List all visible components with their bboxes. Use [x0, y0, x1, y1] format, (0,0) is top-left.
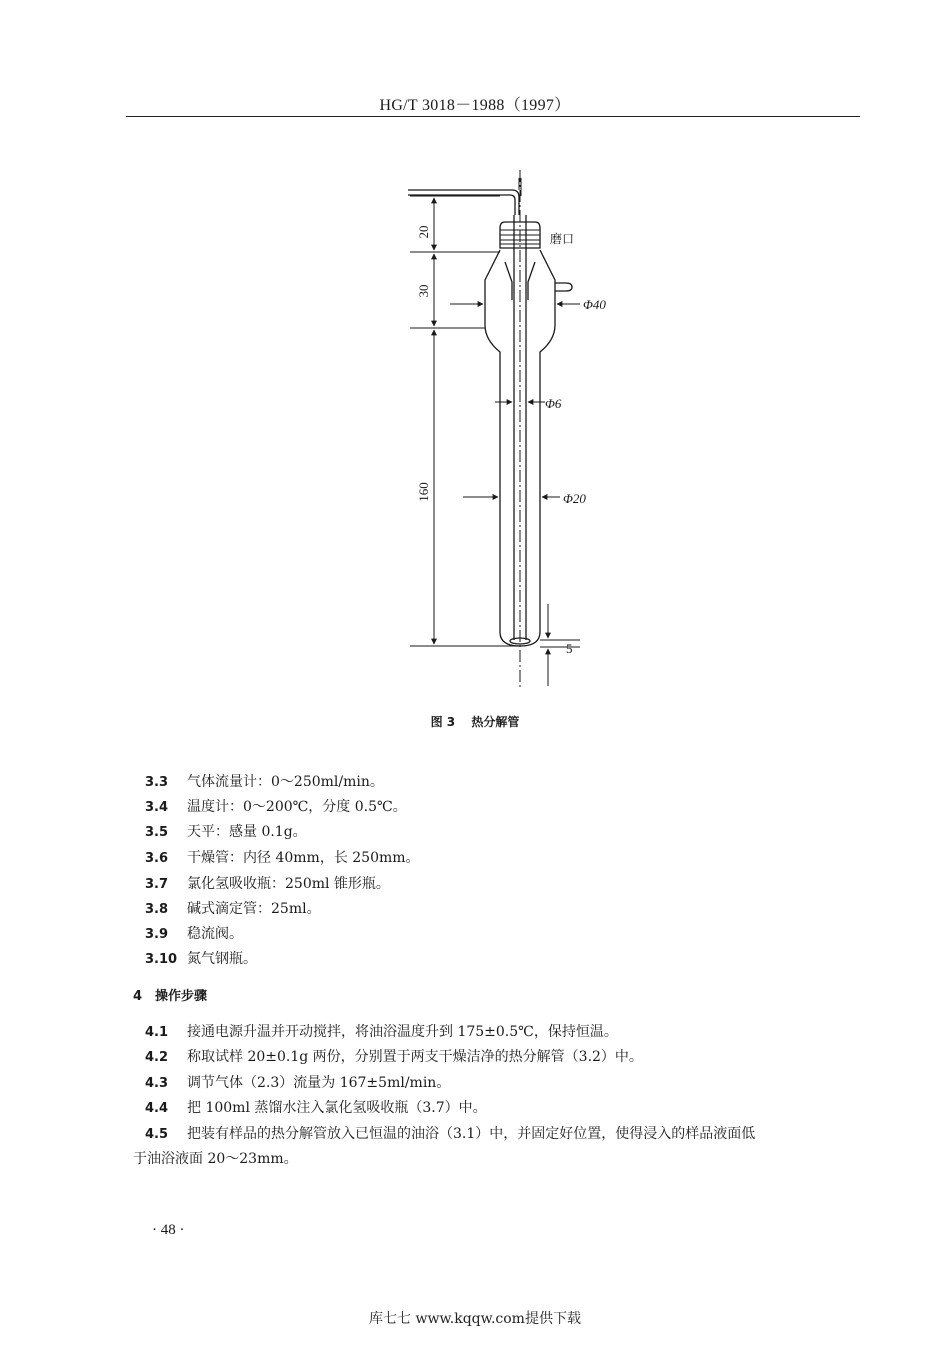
list-item: 4.3 调节气体（2.3）流量为 167±5ml/min。 [145, 1075, 451, 1091]
dim-20-label: 20 [416, 225, 431, 239]
page-number: · 48 · [152, 1222, 185, 1238]
list-item: 4.4 把 100ml 蒸馏水注入氯化氢吸收瓶（3.7）中。 [145, 1100, 487, 1116]
side-outlet [555, 283, 572, 291]
list-item: 3.9 稳流阀。 [145, 926, 243, 942]
phi40-label: Φ40 [583, 297, 606, 312]
list-item: 4.2 称取试样 20±0.1g 两份，分别置于两支干燥洁净的热分解管（3.2）中。 [145, 1049, 643, 1065]
section-heading: 4 操作步骤 [133, 989, 208, 1004]
list-item: 3.5 天平：感量 0.1g。 [145, 824, 307, 840]
list-item: 4.1 接通电源升温并开动搅拌，将油浴温度升到 175±0.5℃，保持恒温。 [145, 1024, 618, 1040]
dim-5-label: 5 [566, 641, 573, 656]
list-item: 4.5 把装有样品的热分解管放入已恒温的油浴（3.1）中，并固定好位置，使得浸入的样品液面低 [145, 1126, 756, 1142]
figure-caption [0, 713, 950, 730]
caption-number: 图 3 [430, 715, 456, 729]
dim-160-label: 160 [416, 482, 431, 502]
joint-label: 磨口 [550, 232, 575, 246]
caption-title: 热分解管 [471, 715, 520, 729]
list-item-continuation: 于油浴液面 20～23mm。 [133, 1151, 298, 1167]
inlet-tube [408, 190, 519, 215]
list-item: 3.6 干燥管：内径 40mm，长 250mm。 [145, 850, 420, 866]
list-item: 3.4 温度计：0～200℃，分度 0.5℃。 [145, 799, 407, 815]
phi6-label: Φ6 [545, 396, 562, 411]
list-item: 3.7 氯化氢吸收瓶：250ml 锥形瓶。 [145, 876, 390, 892]
page-header: HG/T 3018－1988（1997） [379, 97, 571, 114]
list-item: 3.3 气体流量计：0～250ml/min。 [145, 774, 384, 790]
dim-30-label: 30 [416, 284, 431, 298]
list-item: 3.8 碱式滴定管：25ml。 [145, 901, 321, 917]
phi20-label: Φ20 [563, 491, 586, 506]
footer-watermark: 库七七 www.kqqw.com提供下载 [369, 1311, 581, 1327]
list-item: 3.10 氮气钢瓶。 [145, 951, 257, 967]
